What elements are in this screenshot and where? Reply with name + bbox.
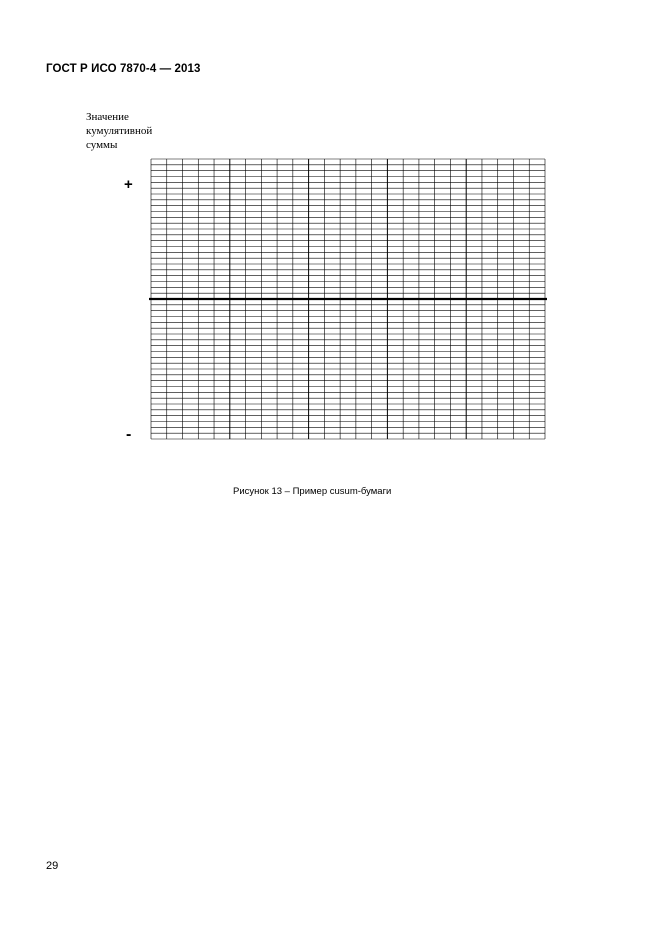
cusum-grid: [149, 157, 547, 441]
figure-caption: Рисунок 13 – Пример cusum-бумаги: [233, 486, 392, 497]
negative-sign-label: -: [126, 426, 132, 443]
y-axis-label: [86, 110, 152, 152]
y-axis-label-line-2: кумулятивной: [86, 125, 153, 137]
cusum-grid-svg: [149, 157, 547, 441]
page-number: 29: [46, 860, 59, 872]
positive-sign-label: +: [124, 176, 133, 193]
y-axis-label-line-3: суммы: [86, 139, 118, 151]
y-axis-label-line-1: Значение: [86, 111, 129, 123]
page-header-standard-code: ГОСТ Р ИСО 7870-4 — 2013: [46, 63, 201, 75]
